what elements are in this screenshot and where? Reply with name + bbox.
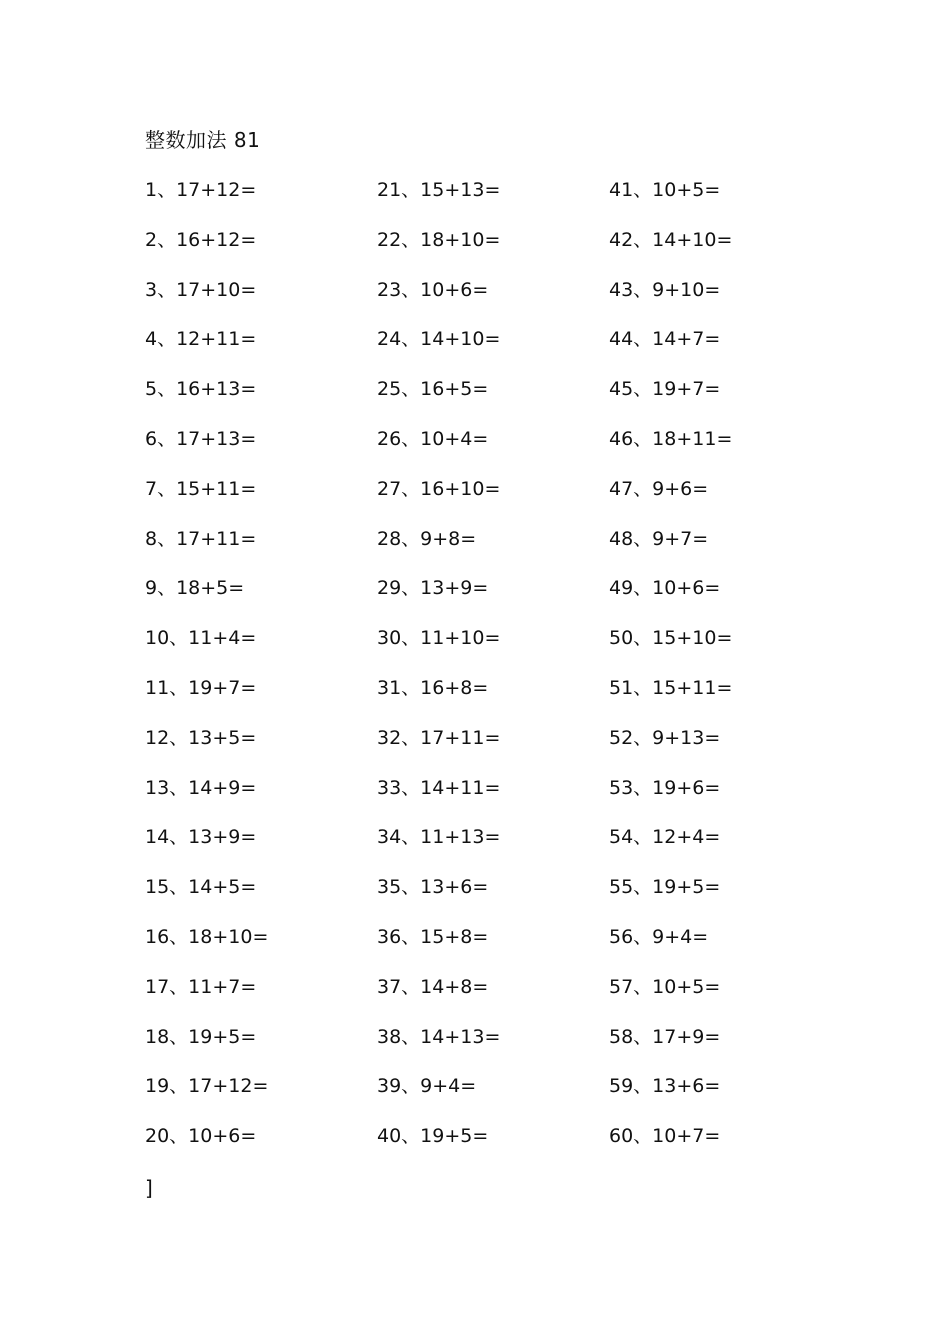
- problem-item: 10、11+4=: [145, 627, 257, 650]
- problem-item: 39、9+4=: [377, 1075, 477, 1098]
- problem-item: 44、14+7=: [609, 328, 721, 351]
- problem-item: 8、17+11=: [145, 527, 257, 550]
- problem-item: 50、15+10=: [609, 627, 733, 650]
- problem-item: 55、19+5=: [609, 876, 721, 899]
- problem-item: 47、9+6=: [609, 477, 709, 500]
- problem-item: 31、16+8=: [377, 676, 489, 699]
- problem-grid: [145, 176, 841, 1172]
- problem-item: 5、16+13=: [145, 378, 257, 401]
- problem-item: 20、10+6=: [145, 1125, 257, 1148]
- problem-item: 1、17+12=: [145, 179, 257, 201]
- problem-item: 53、19+6=: [609, 776, 721, 799]
- problem-item: 51、15+11=: [609, 676, 733, 699]
- problem-item: 35、13+6=: [377, 876, 489, 899]
- worksheet-title: 整数加法 81: [145, 128, 261, 152]
- problem-item: 45、19+7=: [609, 378, 721, 401]
- problem-item: 60、10+7=: [609, 1125, 721, 1148]
- problem-item: 21、15+13=: [377, 179, 501, 201]
- problem-item: 29、13+9=: [377, 577, 489, 600]
- problem-item: 42、14+10=: [609, 228, 733, 251]
- problem-item: 18、19+5=: [145, 1025, 257, 1048]
- problem-item: 13、14+9=: [145, 776, 257, 799]
- problem-item: 2、16+12=: [145, 228, 257, 251]
- problem-item: 14、13+9=: [145, 826, 257, 849]
- problem-item: 52、9+13=: [609, 726, 721, 749]
- problem-item: 43、9+10=: [609, 278, 721, 301]
- problem-item: 6、17+13=: [145, 427, 257, 450]
- problem-item: 59、13+6=: [609, 1075, 721, 1098]
- problem-item: 17、11+7=: [145, 975, 257, 998]
- problem-item: 3、17+10=: [145, 278, 257, 301]
- problem-item: 23、10+6=: [377, 278, 489, 301]
- problem-item: 11、19+7=: [145, 676, 257, 699]
- end-bracket-mark: ]: [145, 1176, 153, 1200]
- problem-item: 4、12+11=: [145, 328, 257, 351]
- problem-item: 46、18+11=: [609, 427, 733, 450]
- problem-item: 58、17+9=: [609, 1025, 721, 1048]
- problem-item: 28、9+8=: [377, 527, 477, 550]
- problem-item: 30、11+10=: [377, 627, 501, 650]
- problem-item: 32、17+11=: [377, 726, 501, 749]
- problem-item: 15、14+5=: [145, 876, 257, 899]
- problem-item: 34、11+13=: [377, 826, 501, 849]
- problem-item: 19、17+12=: [145, 1075, 269, 1098]
- problem-item: 16、18+10=: [145, 925, 269, 948]
- problem-item: 24、14+10=: [377, 328, 501, 351]
- problem-item: 33、14+11=: [377, 776, 501, 799]
- problem-item: 38、14+13=: [377, 1025, 501, 1048]
- problem-item: 41、10+5=: [609, 179, 721, 201]
- problem-item: 40、19+5=: [377, 1125, 489, 1148]
- problem-item: 57、10+5=: [609, 975, 721, 998]
- problem-item: 37、14+8=: [377, 975, 489, 998]
- problem-item: 27、16+10=: [377, 477, 501, 500]
- problem-item: 12、13+5=: [145, 726, 257, 749]
- problem-item: 25、16+5=: [377, 378, 489, 401]
- problem-item: 26、10+4=: [377, 427, 489, 450]
- problem-item: 22、18+10=: [377, 228, 501, 251]
- problem-item: 36、15+8=: [377, 925, 489, 948]
- problem-item: 9、18+5=: [145, 577, 245, 600]
- problem-item: 48、9+7=: [609, 527, 709, 550]
- problem-item: 56、9+4=: [609, 925, 709, 948]
- problem-item: 7、15+11=: [145, 477, 257, 500]
- problem-item: 54、12+4=: [609, 826, 721, 849]
- problem-item: 49、10+6=: [609, 577, 721, 600]
